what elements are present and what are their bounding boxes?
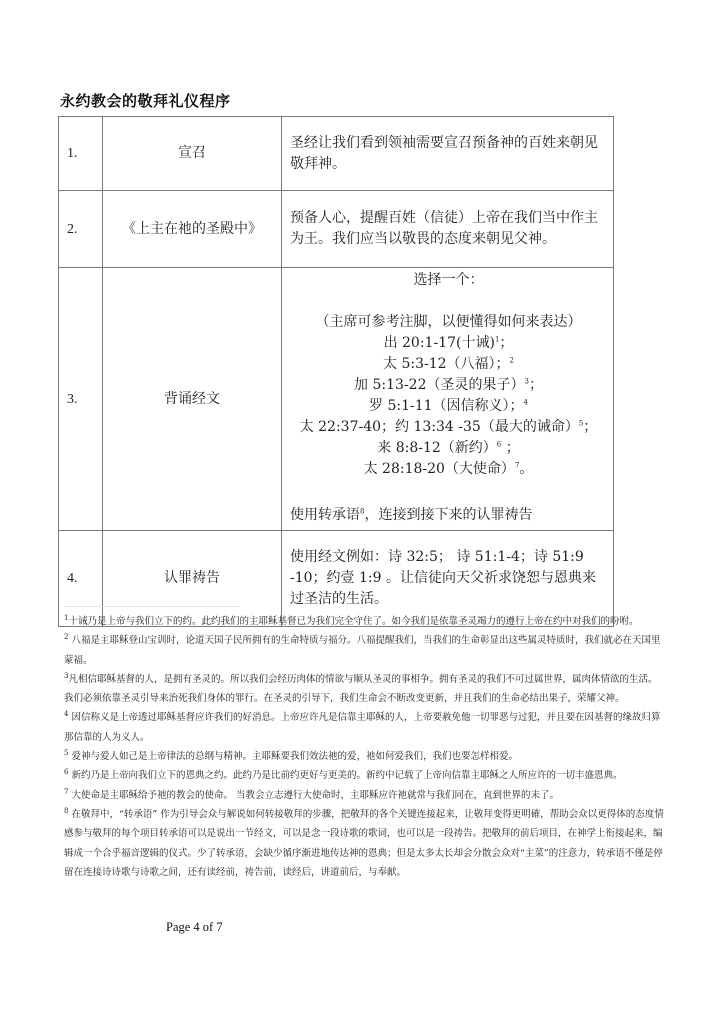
footnote-number: 3 <box>64 671 69 680</box>
row-description: 圣经让我们看到领袖需要宣召预备神的百姓来朝见敬拜神。 <box>282 117 614 191</box>
worship-program-table <box>58 116 614 627</box>
scripture-option: 太 22:37-40；约 13:34 -35（最大的诫命）$^5$； <box>299 419 598 435</box>
footnote-ref[interactable]: 6 <box>496 440 502 449</box>
row-description: 使用经文例如：诗 32:5； 诗 51:1-4；诗 51:9 -10；约壹 1:9 。让信徒向天父祈求饶恕与恩典来过圣洁的生活。 <box>282 531 614 627</box>
footnote: $^6$ 新约乃是上帝向我们立下的恩典之约。此约乃是比前约更好与更美的。新约中记载了上帝向信靠主耶稣之人所应许的一切丰盛恩典。 <box>64 768 623 782</box>
page-number: Page 4 of 7 <box>166 920 223 934</box>
scripture-options <box>290 270 607 501</box>
footnote-number: 5 <box>64 748 69 757</box>
table-row <box>59 117 614 191</box>
row-item-name: 宣召 <box>103 117 282 191</box>
bridge-instruction: 使用转承语$^8$，连接到接下来的认罪祷告 <box>290 507 533 523</box>
footnotes <box>64 612 664 882</box>
row-number: 1. <box>59 117 103 191</box>
scripture-option: 来 8:8-12（新约）$^6$ ； <box>377 440 520 456</box>
footnote-ref[interactable]: 1 <box>494 335 500 344</box>
table-row <box>59 268 614 531</box>
footnote-ref[interactable]: 2 <box>509 356 514 365</box>
table-row <box>59 191 614 268</box>
row-item-name: 认罪祷告 <box>103 531 282 627</box>
choose-one-heading: 选择一个： <box>413 272 484 288</box>
footnote-ref[interactable]: 7 <box>514 461 520 470</box>
footnote-ref[interactable]: 4 <box>523 398 528 407</box>
footnote: $^4$ 因信称义是上帝透过耶稣基督应许我们的好消息。上帝应许凡是信靠主耶稣的人，上帝要赦免他一切罪恶与过犯，并且要在因基督的缘故归算那信靠的人为义人。 <box>64 710 661 743</box>
row-description <box>282 268 614 531</box>
footnote: $^1$十诫乃是上帝与我们立下的约。此约我们的主耶稣基督已为我们完全守住了。如今我们是依靠圣灵竭力的遵行上帝在约中对我们的吩咐。 <box>64 613 639 627</box>
footnote-number: 7 <box>64 787 69 796</box>
footnote: $^5$ 爱神与爱人如己是上帝律法的总纲与精神。主耶稣要我们效法祂的爱，祂如何爱我们，我们也要怎样相爱。 <box>64 748 518 763</box>
scripture-option: 出 20:1-17(十诫)$^1$； <box>383 335 514 351</box>
footnote: $^2$ 八福是主耶稣登山宝训时，论道天国子民所拥有的生命特质与福分。八福提醒我们，当我们的生命彰显出这些属灵特质时，我们就必在天国里蒙福。 <box>64 633 661 666</box>
footnote-ref[interactable]: 8 <box>360 507 365 516</box>
row-description: 预备人心，提醒百姓（信徒）上帝在我们当中作主为王。我们应当以敬畏的态度来朝见父神。 <box>282 191 614 268</box>
footnote-number: 1 <box>64 613 69 622</box>
footnote-number: 2 <box>64 633 69 642</box>
row-number: 4. <box>59 531 103 627</box>
scripture-option: 罗 5:1-11（因信称义）；$^4$ <box>369 398 528 414</box>
scripture-option: 太 5:3-12（八福）；$^2$ <box>383 356 514 372</box>
scripture-option: 太 28:18-20（大使命）$^7$。 <box>363 461 534 477</box>
row-number: 3. <box>59 268 103 531</box>
row-item-name: 《上主在祂的圣殿中》 <box>103 191 282 268</box>
footnote-separator <box>65 606 240 607</box>
scripture-option: 加 5:13-22（圣灵的果子）$^3$； <box>354 377 543 393</box>
footnote-ref[interactable]: 3 <box>524 377 529 386</box>
footnote-number: 8 <box>64 806 69 815</box>
footnote-number: 4 <box>64 710 69 719</box>
document-title: 永约教会的敬拜礼仪程序 <box>60 92 231 110</box>
row-number: 2. <box>59 191 103 268</box>
footnote: $^7$ 大使命是主耶稣给予祂的教会的使命。 当教会立志遵行大使命时，主耶稣应许祂就常与我们同在，直到世界的末了。 <box>64 787 560 801</box>
row-item-name: 背诵经文 <box>103 268 282 531</box>
footnote-ref[interactable]: 5 <box>578 419 584 428</box>
footnote: $^3$凡相信耶稣基督的人，是拥有圣灵的。所以我们会经历肉体的情欲与顺从圣灵的事相争。拥有圣灵的我们不可过属世界，属肉体情欲的生活。我们必须依靠圣灵引导来治死我们身体的罪行。在圣灵的引导下，我们生命会不断改变更新，并且我们的生命必结出果子，荣耀父神。 <box>64 671 658 705</box>
footnote: $^8$ 在敬拜中，“转承语” 作为引导会众与解说如何转接敬拜的步骤，把敬拜的各个关键连接起来，让敬拜变得更明確，帮助会众以更得体的态度情感参与敬拜的每个项目转承语可以是说出一节经文，可以是念一段诗歌的歌词，也可以是一段祷告。把敬拜的前后项目，在神学上衔接起来，编辑成一个合乎福音逻辑的仪式。少了转承语，会缺少循序渐进地传达神的恩典；但是太多太长却会分散会众对“主菜”的注意力，转承语不僅是停留在连接诗诗歌与诗歌之间，还有读经前，祷告前，读经后，讲道前后，与奉献。 <box>64 806 664 878</box>
footnote-number: 6 <box>64 768 69 777</box>
chair-note: （主席可参考注脚，以便懂得如何来表达） <box>315 314 582 330</box>
